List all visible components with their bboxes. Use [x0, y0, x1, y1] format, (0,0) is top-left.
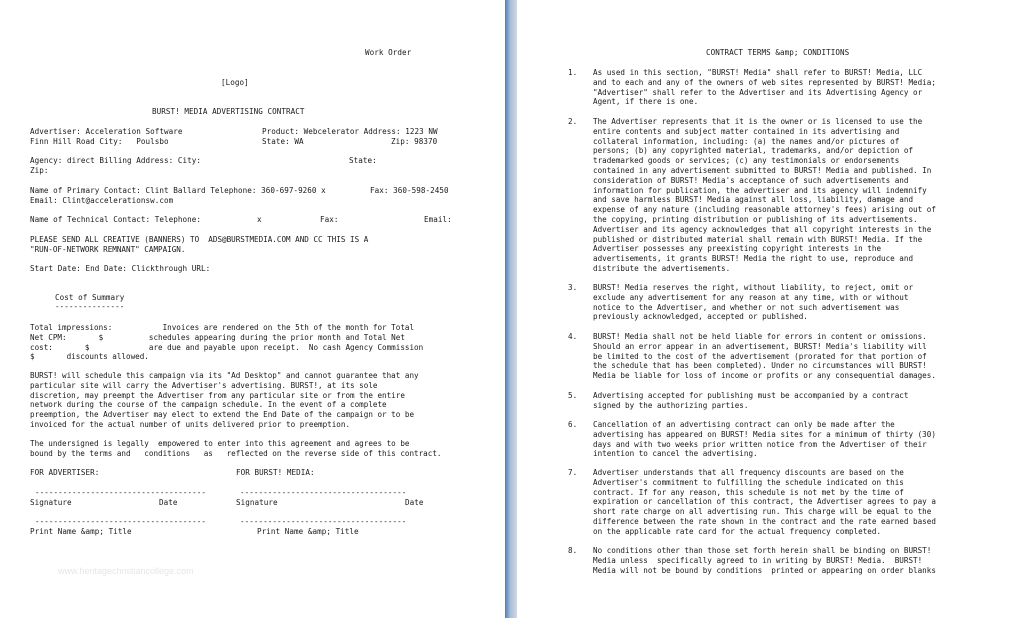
term-number: 1.	[568, 68, 578, 77]
term-text: Cancellation of an advertising contract can only be made after the advertising has appeared on BURST! Media sites for a minimum of thirty (30) days and with two weeks prior written notice from the Advertiser of their intention to cancel the advertising.	[593, 420, 936, 459]
terms-heading: CONTRACT TERMS &amp; CONDITIONS	[706, 48, 850, 57]
address-city-field: Finn Hill Road City: Poulsbo	[30, 137, 169, 146]
dates-line: Start Date: End Date: Clickthrough URL:	[30, 264, 211, 273]
schedule-paragraph: BURST! will schedule this campaign via its "Ad Desktop" and cannot guarantee that any particular site will carry the Advertiser's advertising. BURST!, at its sole discretion, may preempt the Advertiser from any particular site or from the entire network during the course of the campaign schedule. In the event of a complete preemption, the Advertiser may elect to extend the End Date of the campaign or to be invoiced for the actual number of units delivered prior to preemption.	[30, 371, 419, 429]
term-text: The Advertiser represents that it is the owner or is licensed to use the entire contents and subject matter contained in its advertising and collateral information, including: (a) the names and/or pictures of persons; (b) any copyrighted material, trademarks, and/or depiction of trademarked goods or services; (c) any testimonials or endorsements contained in any advertisement submitted to BURST! Media and published. In consideration of BURST! Media's acceptance of such advertisements and information for publication, the advertiser and its agency will indemnify and save harmless BURST! Media against all loss, liability, damage and expense of any nature (including reasonable attorney's fees) arising out of the copying, printing distribution or publishing of its advertisements. Advertiser and its agency acknowledges that all copyright interests in the published or distributed material shall remain with BURST! Media. If the Advertiser possesses any preexisting copyright interests in the advertisements, it grants BURST! Media the right to use, reproduce and distribute the advertisements.	[593, 117, 936, 273]
term-number: 2.	[568, 117, 578, 126]
advertiser-field: Advertiser: Acceleration Software	[30, 127, 183, 136]
term-text: BURST! Media reserves the right, without liability, to reject, omit or exclude any advertisement for any reason at any time, with or without notice to the Advertiser, and whether or not such advertisement was previously acknowledged, accepted or published.	[593, 283, 914, 322]
term-number: 4.	[568, 332, 578, 341]
primary-contact-field: Name of Primary Contact: Clint Ballard Telephone: 360-697-9260 x	[30, 186, 326, 195]
burst-print-name-label: Print Name &amp; Title	[257, 527, 359, 536]
term-number: 7.	[568, 468, 578, 477]
agency-field: Agency: direct Billing Address: City:	[30, 156, 202, 165]
page-work-order	[0, 0, 505, 618]
technical-contact-field: Name of Technical Contact: Telephone:	[30, 215, 202, 224]
page-terms-conditions	[517, 0, 1024, 618]
burst-signature-line: ------------------------------------	[240, 488, 407, 497]
term-number: 6.	[568, 420, 578, 429]
term-text: Advertising accepted for publishing must be accompanied by a contract signed by the authorizing parties.	[593, 391, 909, 410]
term-number: 8.	[568, 546, 578, 555]
technical-extension: x	[257, 215, 262, 224]
term-text: As used in this section, "BURST! Media" shall refer to BURST! Media, LLC and to each and any of the owners of web sites represented by BURST! Media; "Advertiser" shall refer to the Advertiser and its Advertising Agency or Agent, if there is one.	[593, 68, 936, 107]
burst-print-line: ------------------------------------	[240, 517, 407, 526]
logo-placeholder: [Logo]	[221, 78, 249, 87]
term-text: BURST! Media shall not be held liable for errors in content or omissions. Should an error appear in an advertisement, BURST! Media's liability will be limited to the cost of the advertisement (prorated for that portion of the schedule that has been completed). Under no circumstances will BURST! Media be liable for loss of income or profits or any consequential damages.	[593, 332, 936, 381]
zip-field: Zip: 98370	[391, 137, 438, 146]
for-advertiser-label: FOR ADVERTISER:	[30, 468, 100, 477]
advertiser-signature-label: Signature	[30, 498, 72, 507]
agency-zip-field: Zip:	[30, 166, 49, 175]
advertiser-date-label: Date	[159, 498, 178, 507]
email-field: Email: Clint@accelerationsw.com	[30, 196, 174, 205]
term-text: No conditions other than those set forth herein shall be binding on BURST! Media unless specifically agreed to in writing by BURST! Media. BURST! Media will not be bound by conditions printed or appearing on order blanks	[593, 546, 936, 575]
product-address-field: Product: Webcelerator Address: 1223 NW	[262, 127, 438, 136]
burst-signature-label: Signature	[236, 498, 278, 507]
contract-title: BURST! MEDIA ADVERTISING CONTRACT	[152, 107, 305, 116]
cost-summary-block: Total impressions: Invoices are rendered on the 5th of the month for Total Net CPM: $ schedules appearing during the prior month and Total Net cost: $ are due and payable upon receipt. No cash Agency Commission $ discounts allowed.	[30, 323, 424, 362]
cost-summary-heading: Cost of Summary	[55, 293, 125, 302]
advertiser-print-line: -------------------------------------	[35, 517, 207, 526]
primary-fax-field: Fax: 360-598-2450	[370, 186, 449, 195]
term-number: 3.	[568, 283, 578, 292]
burst-date-label: Date	[405, 498, 424, 507]
undersigned-paragraph: The undersigned is legally empowered to enter into this agreement and agrees to be bound by the terms and conditions as reflected on the reverse side of this contract.	[30, 439, 442, 458]
advertiser-print-name-label: Print Name &amp; Title	[30, 527, 132, 536]
cost-summary-underline: ---------------	[55, 302, 125, 311]
advertiser-signature-line: -------------------------------------	[35, 488, 207, 497]
technical-fax-field: Fax:	[320, 215, 339, 224]
work-order-title: Work Order	[365, 48, 412, 57]
technical-email-field: Email:	[424, 215, 452, 224]
creative-instructions: PLEASE SEND ALL CREATIVE (BANNERS) TO ADS@BURSTMEDIA.COM AND CC THIS IS A "RUN-OF-NETWORK REMNANT" CAMPAIGN.	[30, 235, 369, 254]
term-text: Advertiser understands that all frequency discounts are based on the Advertiser's commitment to fulfilling the schedule indicated on this contract. If for any reason, this schedule is not met by the time of expiration or cancellation of this contract, the Advertiser agrees to pay a short rate charge on all advertising run. This charge will be equal to the difference between the rate shown in the contract and the rate earned based on the applicable rate card for the actual frequency completed.	[593, 468, 936, 536]
agency-state-field: State:	[349, 156, 377, 165]
term-number: 5.	[568, 391, 578, 400]
watermark: www.heritagechristiancollege.com	[58, 566, 194, 576]
page-gutter	[505, 0, 517, 618]
for-burst-label: FOR BURST! MEDIA:	[236, 468, 315, 477]
state-field: State: WA	[262, 137, 304, 146]
